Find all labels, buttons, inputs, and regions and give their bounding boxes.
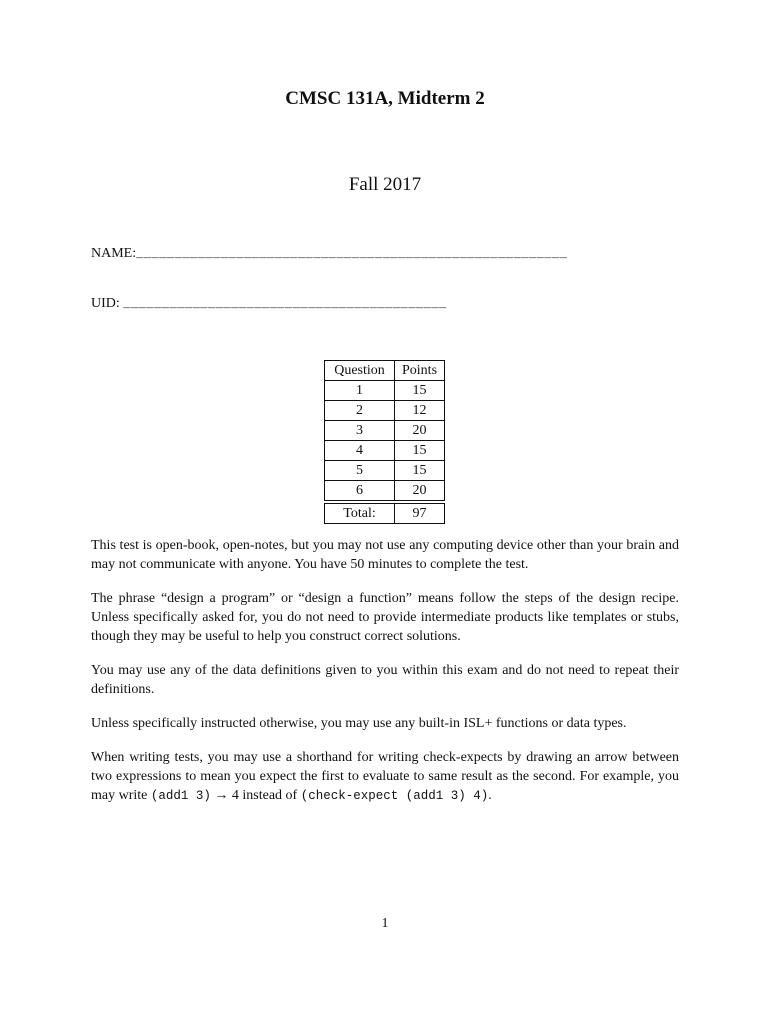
table-row — [325, 481, 445, 501]
instruction-paragraph-5 — [91, 748, 679, 806]
points-cell: 20 — [395, 421, 445, 441]
name-label: NAME: — [91, 246, 137, 261]
points-cell: 12 — [395, 401, 445, 421]
name-blank-line[interactable]: ________________________________________________________ — [136, 247, 568, 261]
points-cell: 20 — [395, 481, 445, 501]
code-example-add1: (add1 3) — [150, 789, 211, 803]
points-table — [324, 360, 445, 524]
table-row — [325, 461, 445, 481]
p5-mid-text: instead of — [242, 788, 298, 803]
table-row — [325, 441, 445, 461]
question-cell: 3 — [325, 421, 395, 441]
code-example-check-expect: (check-expect (add1 3) 4) — [300, 789, 489, 803]
points-column-header: Points — [395, 361, 445, 381]
table-row — [325, 401, 445, 421]
total-label: Total: — [325, 504, 395, 524]
table-row — [325, 381, 445, 401]
points-cell: 15 — [395, 381, 445, 401]
question-cell: 2 — [325, 401, 395, 421]
question-column-header: Question — [325, 361, 395, 381]
points-cell: 15 — [395, 441, 445, 461]
table-header-row — [325, 361, 445, 381]
instruction-paragraph-1: This test is open-book, open-notes, but you may not use any computing device other than your brain and may not communicate with anyone. You have 50 minutes to complete the test. — [91, 538, 679, 572]
instruction-paragraph-2: The phrase “design a program” or “design a function” means follow the steps of the design recipe. Unless specifically asked for, you do not need to provide intermediate products like templates or stubs, though they may be useful to help you construct correct solutions. — [91, 591, 679, 644]
table-row — [325, 421, 445, 441]
question-cell: 4 — [325, 441, 395, 461]
p5-end: . — [488, 788, 492, 803]
name-field[interactable] — [91, 246, 567, 262]
question-cell: 6 — [325, 481, 395, 501]
instruction-paragraph-4: Unless specifically instructed otherwise, you may use any built-in ISL+ functions or data types. — [91, 716, 627, 731]
exam-title: CMSC 131A, Midterm 2 — [285, 88, 485, 109]
page-number: 1 — [381, 916, 389, 931]
points-cell: 15 — [395, 461, 445, 481]
question-cell: 1 — [325, 381, 395, 401]
uid-label: UID: — [91, 296, 120, 311]
p5-text: When writing tests, you may use a shorthand for writing check-expects by drawing an arrow between two expressions to mean you expect the first to evaluate to same result as the second. For example, you may write — [91, 750, 679, 803]
instructions — [91, 536, 679, 821]
uid-blank-line[interactable]: __________________________________________ — [123, 297, 447, 311]
arrow-result: → 4 — [214, 788, 239, 803]
instruction-paragraph-3: You may use any of the data definitions given to you within this exam and do not need to repeat their definitions. — [91, 663, 679, 697]
uid-field[interactable] — [91, 296, 447, 312]
total-row — [325, 504, 445, 524]
question-cell: 5 — [325, 461, 395, 481]
exam-term: Fall 2017 — [348, 174, 422, 195]
total-value: 97 — [395, 504, 445, 524]
